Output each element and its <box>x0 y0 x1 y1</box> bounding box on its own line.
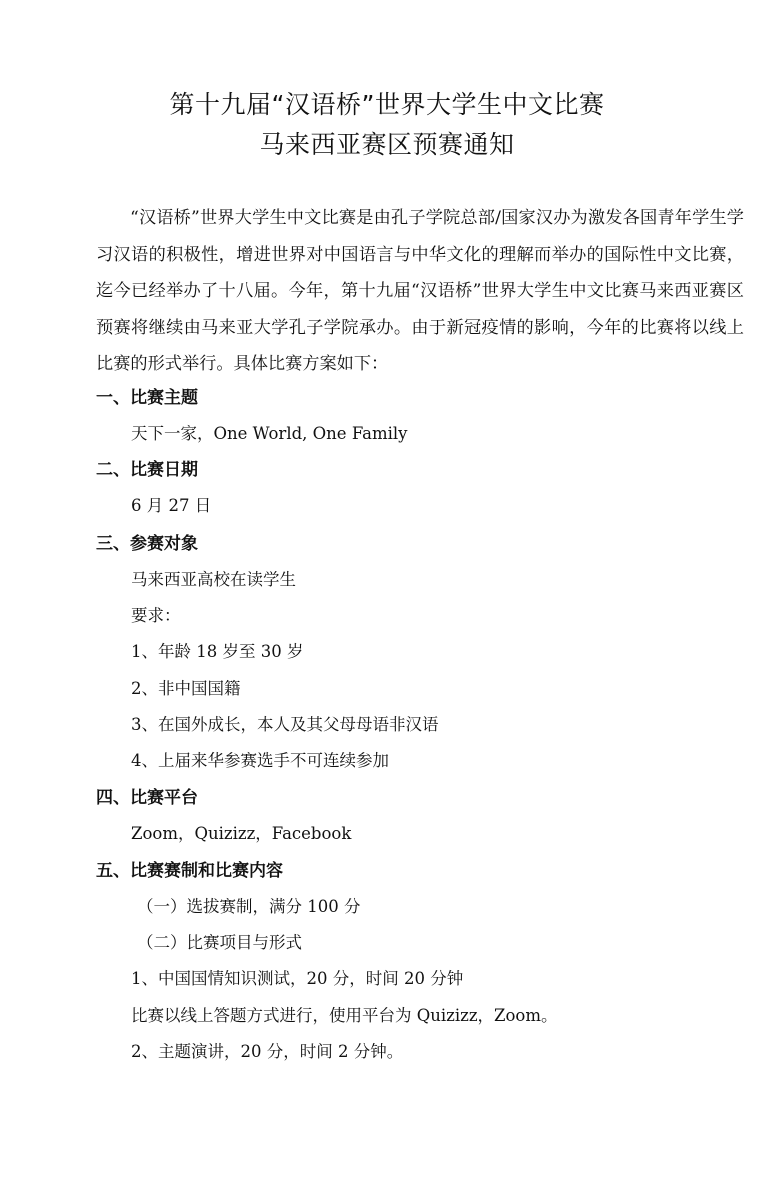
format-item-description: 比赛以线上答题方式进行，使用平台为 Quizizz，Zoom。 <box>131 1006 558 1025</box>
requirement-item: 1、年龄 18 岁至 30 岁 <box>131 642 304 661</box>
format-subheading: （二）比赛项目与形式 <box>137 933 302 952</box>
section-heading-format: 五、比赛赛制和比赛内容 <box>96 861 283 881</box>
format-item: 2、主题演讲，20 分，时间 2 分钟。 <box>131 1042 404 1061</box>
platform-text: Zoom，Quizizz，Facebook <box>131 824 352 843</box>
section-heading-theme: 一、比赛主题 <box>96 388 198 408</box>
participants-text: 马来西亚高校在读学生 <box>131 570 296 589</box>
section-heading-participants: 三、参赛对象 <box>96 534 198 554</box>
requirement-item: 2、非中国国籍 <box>131 679 241 698</box>
document-title: 第十九届“汉语桥”世界大学生中文比赛 <box>169 90 605 119</box>
requirements-label: 要求： <box>131 606 181 625</box>
date-text: 6 月 27 日 <box>131 496 212 515</box>
intro-paragraph: “汉语桥”世界大学生中文比赛是由孔子学院总部/国家汉办为激发各国青年学生学习汉语的积极性，增进世界对中国语言与中华文化的理解而举办的国际性中文比赛，迄今已经举办了十八届。今年，第十九届“汉语桥”世界大学生中文比赛马来西亚赛区预赛将继续由马来亚大学孔子学院承办。由于新冠疫情的影响，今年的比赛将以线上比赛的形式举行。具体比赛方案如下： <box>96 208 744 374</box>
requirement-item: 3、在国外成长，本人及其父母母语非汉语 <box>131 715 439 734</box>
format-subheading: （一）选拔赛制，满分 100 分 <box>137 897 361 916</box>
format-item: 1、中国国情知识测试，20 分，时间 20 分钟 <box>131 969 464 988</box>
section-heading-date: 二、比赛日期 <box>96 460 198 480</box>
section-heading-platform: 四、比赛平台 <box>96 788 198 808</box>
theme-text: 天下一家，One World, One Family <box>131 424 408 443</box>
requirement-item: 4、上届来华参赛选手不可连续参加 <box>131 751 389 770</box>
document-subtitle: 马来西亚赛区预赛通知 <box>259 130 515 159</box>
